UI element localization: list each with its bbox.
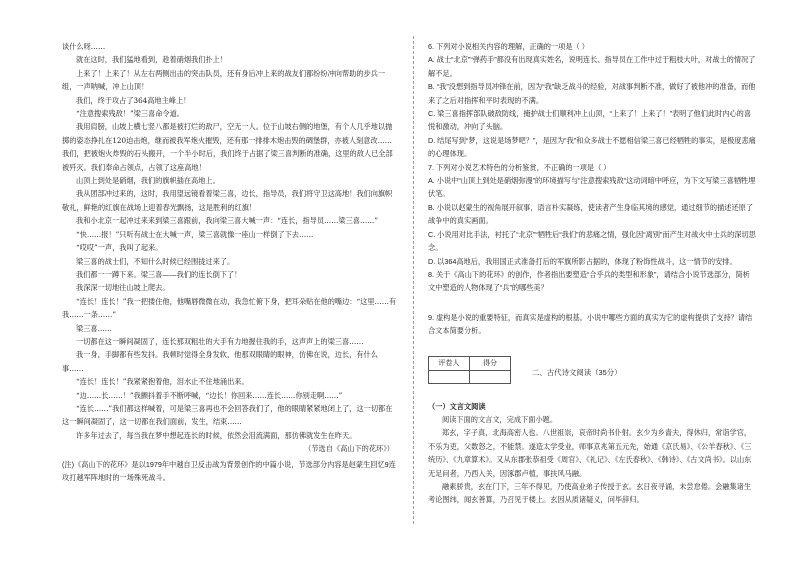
question-7-option-c: C. 小说用对比手法，衬托了“北京”“牺牲后“我们”的悲痛之情，强化因“离别”而产生对战火中士兵的深切思念。 (428, 229, 756, 253)
score-table (428, 356, 511, 384)
reading-instruction: 阅读下面的文言文，完成下面小题。 (442, 414, 558, 424)
question-6-stem: 6. 下列对小说相关内容的理解，正确的一项是（ ） (428, 42, 589, 51)
text-line: “连长……”我们都这样喊着，可是梁三喜再也不会回答我们了，他的眼睛紧紧地闭上了，这一切都在这一瞬间凝固了，这一切都在我们面前，发生，结束…… (62, 403, 393, 427)
question-6-option-d: D. 结尾写到“梦，这说是场梦吧？”，是因为“我”和众多战士不愿相信梁三喜已经牺牲的事实，是极度悲痛的心理体现。 (428, 135, 756, 159)
question-6-option-a: A. 战士“北京”“弹药手”都没有出现真实姓名，说明连长、指导员在工作中过于粗枝大叶，对战士的情况了解不足。 (428, 55, 756, 78)
question-7-stem: 7. 下列对小说艺术特色的分析鉴赏，不正确的一项是（ ） (428, 162, 611, 172)
classical-text-paragraph: 郑玄，字子真，北海高密人也。八世祖崇，哀帝时尚书仆射。玄少为乡啬夫，得休归，常诣学官，不乐为吏，父数怒之，不能禁。遂造太学受业，师事京兆第五元先，始通《京氏易》、《公羊春秋》、《三统历》、《九章算术》。又从东郡张恭祖受《周官》、《礼记》、《左氏春秋》、《韩诗》、《古文尚书》。以山东无足问者，乃西入关，因涿郡卢植，事扶风马融。 (428, 428, 752, 478)
score-cell[interactable] (470, 370, 511, 383)
right-column (428, 40, 756, 507)
text-line: 山顶上到处是硝烟，我们的旗帜插在高地上。 (76, 176, 220, 186)
grader-cell[interactable] (429, 370, 470, 383)
question-7-option-a: A. 小说中“山顶上到处是硝烟弥漫”的环境描写与“注意搜索残敌”这动词暗中呼应，为下文写梁三喜牺牲埋伏笔。 (428, 176, 756, 199)
text-line: 我从团部冲过来的，这时，我用望远镜看着梁三喜，边长，指导员，我们将守卫这高地！我们向旗帜敬礼，鲜艳的红旗在战场上迎着春光飘扬，这是胜利的红旗！ (62, 189, 393, 212)
footnote: (注)《高山下的花环》是以1979年中越自卫反击战为背景创作的中篇小说，节选部分内容是赵蒙生回忆9连攻打越军阵地时的一场殊死战斗。 (62, 459, 396, 482)
text-line: “快……报！”只听有战士在大喊一声，梁三喜就像一座山一样倒了下去…… (76, 229, 314, 239)
left-column (62, 40, 398, 484)
grader-header: 评卷人 (429, 356, 470, 370)
score-header: 得分 (470, 356, 511, 370)
score-box-row (428, 356, 756, 400)
text-line: “边……长……！”我颤抖着手不断呼喊，“边长！你回来……连长……你别走啊……” (76, 390, 343, 400)
question-6-option-c: C. 梁三喜指挥部队破敌防线，掩护战士们顺利冲上山顶，“上来了！上来了！”表明了他们此时内心的喜悦和激动，冲向了头脑。 (428, 109, 752, 132)
text-line: 我们，终于攻占了364高地主峰上！ (76, 95, 191, 105)
subsection-title: （一）文言文阅读 (428, 401, 486, 411)
text-line: “连长！连长！”我一把搂住他，他嘴唇微微在动，我急忙俯下身，把耳朵贴在他的嘴边：“这里……有我……一条……” (62, 296, 397, 320)
text-line: 我用肩膀，山坡上横七竖八都是被打烂的敌尸，空无一人。位于山坡右侧的地堡，有个人几乎地以抛掷的姿态挣扎在120迫击炮，继而被我军炮火摧毁，还有那一排排木炮击毁的碉堡群，亦被人刻意改……我们，把被炮火炸毁的石头搬开，一个半小时后，我们终于占据了梁三喜判断的准确，这里的敌人已全部被歼灭。我们奉命占领点，占领了这座高地！ (62, 122, 393, 172)
text-line: “连长！连长！”我紧紧抱着他，泪水止不住地涌出来。 (76, 377, 249, 387)
source-citation: （节选自《高山下的花环》） (304, 444, 394, 454)
question-6-option-b: B. “我”没想到指导员冲锋在前，因为“我”缺乏战斗的经验，对战事判断不准，做好了被他冲的准备，而他来了之后对指挥和平时表现的不满。 (428, 82, 756, 105)
text-line: 我深深一切地往山坡上爬去。 (76, 283, 170, 293)
classical-text-paragraph: 融素骄贵，玄在门下，三年不得见，乃使高业弟子传授于玄。玄日夜寻诵，未尝怠倦。会融集诸生考论图纬，闻玄善算，乃召见于楼上。玄因从质诸疑义，问毕辞归。 (428, 481, 752, 505)
text-line: 梁三喜的战士们，不知什么时候已经围拢过来了。 (76, 256, 235, 266)
text-line: 谈什么呀…… (62, 42, 106, 51)
text-line: 一切都在这一瞬间凝固了，连长那双粗壮的大手有力地握住我的手，这声声上的梁三喜…… (76, 336, 364, 346)
question-7-option-d: D. 以364高地后，我用国正式准备打后的军旗所影占据的，体现了粉饰性战斗，这一情节的安排。 (428, 256, 737, 266)
question-9: 9. 虚构是小说的重要特征，而真实是虚构的根基。小说中哪些方面的真实为它的虚构提供了支持？请结合文本简要分析。 (428, 312, 753, 336)
text-line: 我和小北京一起冲过来来到梁三喜跟前，我向梁三喜大喊一声：“连长，指导员……梁三喜……” (76, 216, 379, 226)
section-2-title: 二、古代诗文阅读（35分） (532, 367, 622, 377)
question-8: 8. 关于《高山下的花环》的创作，作者指出要塑造“合乎兵的类型和形象”，请结合小说节选部分，简析文中塑造的人物体现了“兵”的哪些美？ (428, 269, 750, 293)
question-7-option-b: B. 小说以赵蒙生的视角展开叙事，语言朴实凝练，使读者产生身临其境的感觉，通过细节的描述还原了战争中的真实画面。 (428, 202, 754, 226)
text-line: 许多年过去了，每当我在梦中想起连长的时候，依然会泪流满面，那仿佛就发生在昨天。 (76, 430, 357, 440)
text-line: “注意搜索残敌！”梁三喜命令道。 (76, 109, 184, 119)
column-divider (413, 36, 414, 524)
text-line: 梁三喜…… (76, 323, 112, 333)
text-line: 我们都一一蹲下来。梁三喜——我们的连长倒下了！ (76, 269, 242, 279)
text-line: 上来了！上来了！从左右两侧出击的突击队员，还有身后冲上来的战友们都纷纷冲向帮助的步兵一组，一声呐喊，冲上山顶！ (62, 68, 386, 92)
text-line: 就在这时，我们猛地看到，趁着硝烟我们扑上！ (76, 55, 227, 65)
text-line: 我一身，手脚都有些发抖。我顿时觉得全身发软，他那双眼睛的眼神，仿佛在说，边长，有什么事…… (62, 350, 378, 373)
text-line: “哎哎”一声，我叫了起来。 (76, 243, 163, 253)
